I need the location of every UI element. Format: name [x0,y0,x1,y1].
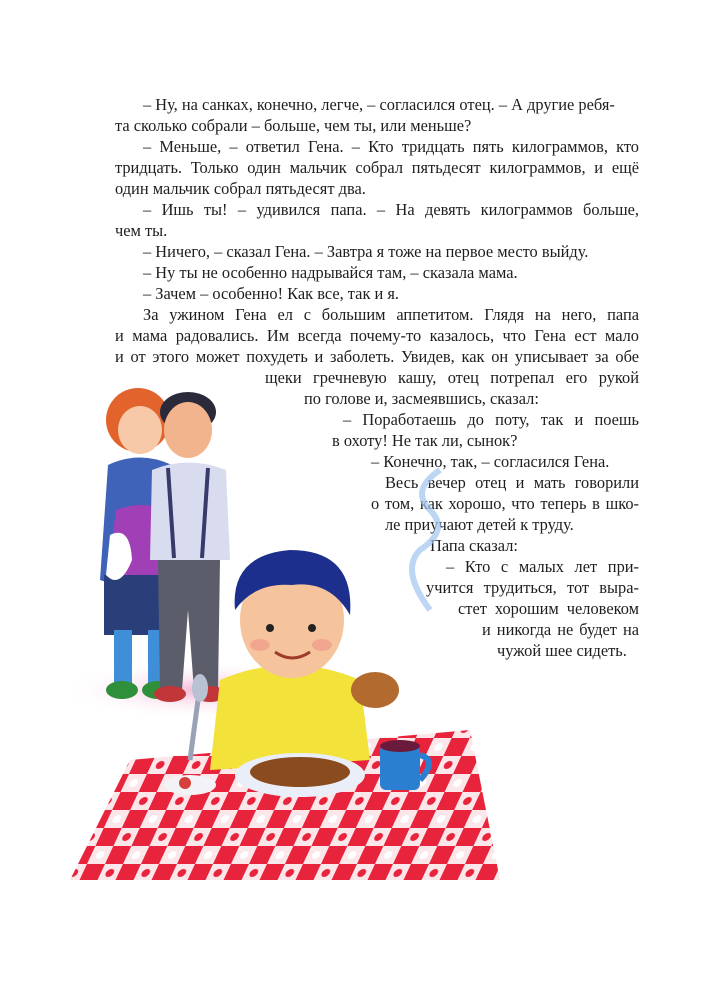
text-line: – Меньше, – ответил Гена. – Кто тридцать пять килограммов, кто [143,137,639,156]
text-line: За ужином Гена ел с большим аппетитом. Глядя на него, папа [143,305,639,324]
text-line: чужой шее сидеть. [497,641,627,660]
text-line: учится трудиться, тот выра- [426,578,639,597]
text-line: чем ты. [115,221,168,240]
text-line: и никогда не будет на [482,620,639,639]
text-line: о том, как хорошо, что теперь в шко- [371,494,639,513]
text-line: – Зачем – особенно! Как все, так и я. [143,284,400,303]
porridge-plate [235,753,365,797]
text-line: тридцать. Только один мальчик собрал пятьдесят килограммов, и ещё [115,158,639,177]
text-line: и мама радовались. Им всегда почему-то казалось, что Гена ест мало [115,326,639,345]
text-line: – Кто с малых лет при- [446,557,639,576]
text-line: в охоту! Не так ли, сынок? [332,431,518,450]
text-line: – Конечно, так, – согласился Гена. [371,452,610,471]
text-line: – Ну ты не особенно надрывайся там, – сказала мама. [143,263,518,282]
text-line: – Поработаешь до поту, так и поешь [343,410,639,429]
text-line: стет хорошим человеком [458,599,639,618]
text-line: Папа сказал: [430,536,518,555]
boy-figure [190,550,399,770]
text-line: – Ничего, – сказал Гена. – Завтра я тоже на первое место выйду. [143,242,589,261]
text-line: щеки гречневую кашу, отец потрепал его рукой [265,368,639,387]
text-line: та сколько собрали – больше, чем ты, или меньше? [115,116,472,135]
text-line: по голове и, засмеявшись, сказал: [304,389,539,408]
family-dinner-illustration-icon [70,360,510,880]
text-line: Весь вечер отец и мать говорили [385,473,639,492]
text-line: – Ишь ты! – удивился папа. – На девять килограммов больше, [143,200,639,219]
text-line: один мальчик собрал пятьдесят два. [115,179,366,198]
text-line: ле приучают детей к труду. [385,515,574,534]
text-line: и от этого может похудеть и заболеть. Увидев, как он уписывает за обе [115,347,639,366]
text-line: – Ну, на санках, конечно, легче, – согласился отец. – А другие ребя- [143,95,615,114]
steam-swirl-icon [412,470,440,610]
